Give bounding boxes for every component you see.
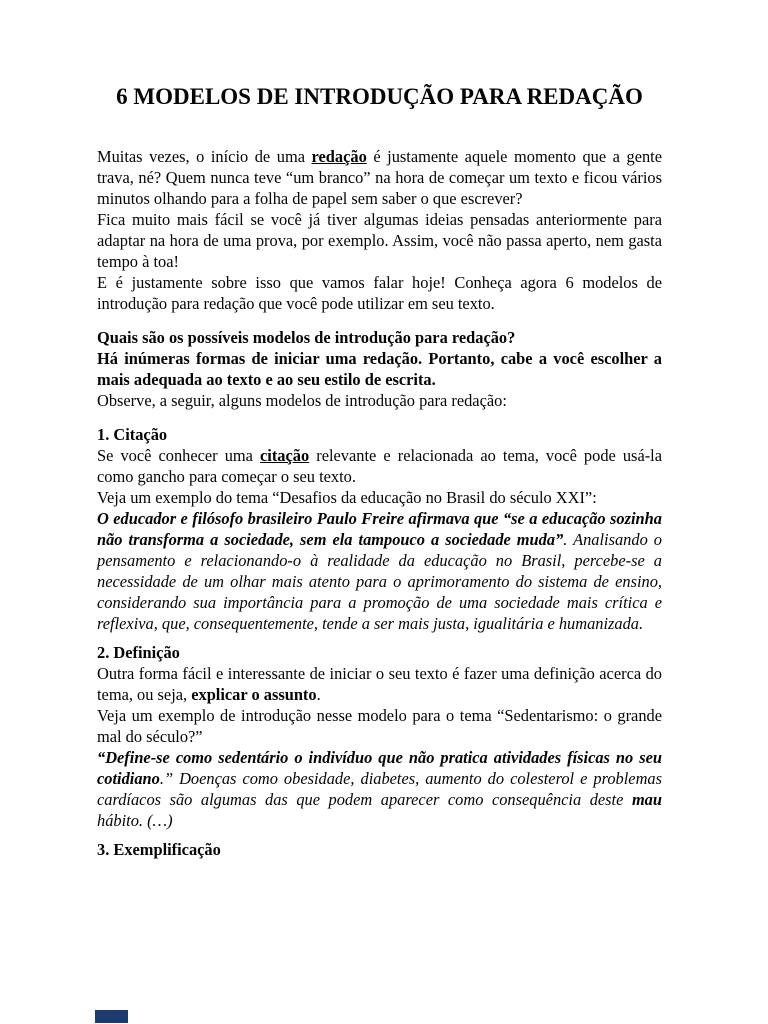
section1-paragraph-1	[97, 445, 662, 487]
citacao-link[interactable]: citação	[260, 446, 310, 465]
intro-paragraph-3: E é justamente sobre isso que vamos falar hoje! Conheça agora 6 modelos de introdução para redação que você pode utilizar em seu texto.	[97, 273, 662, 313]
section1-p1-text-b: relevante e relacionada ao tema, você pode usá-la como gancho para começar o seu texto.	[97, 446, 663, 486]
intro-paragraph-1	[97, 146, 662, 209]
section3-heading: 3. Exemplificação	[97, 840, 221, 859]
intro-paragraph-2: Fica muito mais fácil se você já tiver algumas ideias pensadas anteriormente para adaptar na hora de uma prova, por exemplo. Assim, você não passa aperto, nem gasta tempo à toa!	[97, 210, 662, 271]
section2-example	[97, 747, 662, 831]
section2-example-mau-bold: mau	[631, 790, 662, 809]
models-answer: Há inúmeras formas de iniciar uma redação. Portanto, cabe a você escolher a mais adequada ao texto e ao seu estilo de escrita.	[97, 349, 662, 389]
next-page-content-fragment	[95, 1010, 128, 1023]
section2-paragraph-1	[97, 663, 662, 705]
models-question: Quais são os possíveis modelos de introdução para redação?	[97, 328, 516, 347]
section2-heading: 2. Definição	[97, 643, 180, 662]
section2-example-end: hábito. (…)	[97, 811, 173, 830]
section2-example-quote: “Define-se como sedentário o indivíduo que não pratica atividades físicas no seu cotidiano	[97, 748, 662, 788]
models-observe: Observe, a seguir, alguns modelos de introdução para redação:	[97, 391, 507, 410]
section1-paragraph-2: Veja um exemplo do tema “Desafios da educação no Brasil do século XXI”:	[97, 488, 597, 507]
section1-example-analysis: . Analisando o pensamento e relacionando-o à realidade da educação no Brasil, percebe-se a necessidade de um olhar mais atento para o aprimoramento do sistema de ensino, considerando sua importância para a promoção de uma sociedade mais crítica e reflexiva, que, consequentemente, tende a ser mais justa, igualitária e humanizada.	[97, 530, 662, 633]
intro-p1-text-a: Muitas vezes, o início de uma	[97, 147, 312, 166]
section1-example-quote: O educador e filósofo brasileiro Paulo Freire afirmava que “se a educação sozinha não transforma a sociedade, sem ela tampouco a sociedade muda”	[97, 509, 662, 549]
redacao-link[interactable]: redação	[311, 147, 367, 166]
section2-p1-text-b: .	[316, 685, 321, 704]
section1-heading: 1. Citação	[97, 425, 168, 444]
section1-p1-text-a: Se você conhecer uma	[97, 446, 261, 465]
section1-example	[97, 508, 662, 634]
section2-p1-bold: explicar o assunto	[191, 685, 317, 704]
section2-example-text: .” Doenças como obesidade, diabetes, aumento do colesterol e problemas cardíacos são algumas das que podem aparecer como consequência deste	[97, 769, 662, 809]
section2-p1-text-a: Outra forma fácil e interessante de iniciar o seu texto é fazer uma definição acerca do tema, ou seja,	[97, 664, 662, 704]
page-title: 6 MODELOS DE INTRODUÇÃO PARA REDAÇÃO	[116, 84, 643, 109]
intro-p1-text-b: é justamente aquele momento que a gente trava, né? Quem nunca teve “um branco” na hora de começar um texto e ficou vários minutos olhando para a folha de papel sem saber o que escrever?	[97, 147, 662, 208]
section2-paragraph-2: Veja um exemplo de introdução nesse modelo para o tema “Sedentarismo: o grande mal do século?”	[97, 706, 662, 746]
